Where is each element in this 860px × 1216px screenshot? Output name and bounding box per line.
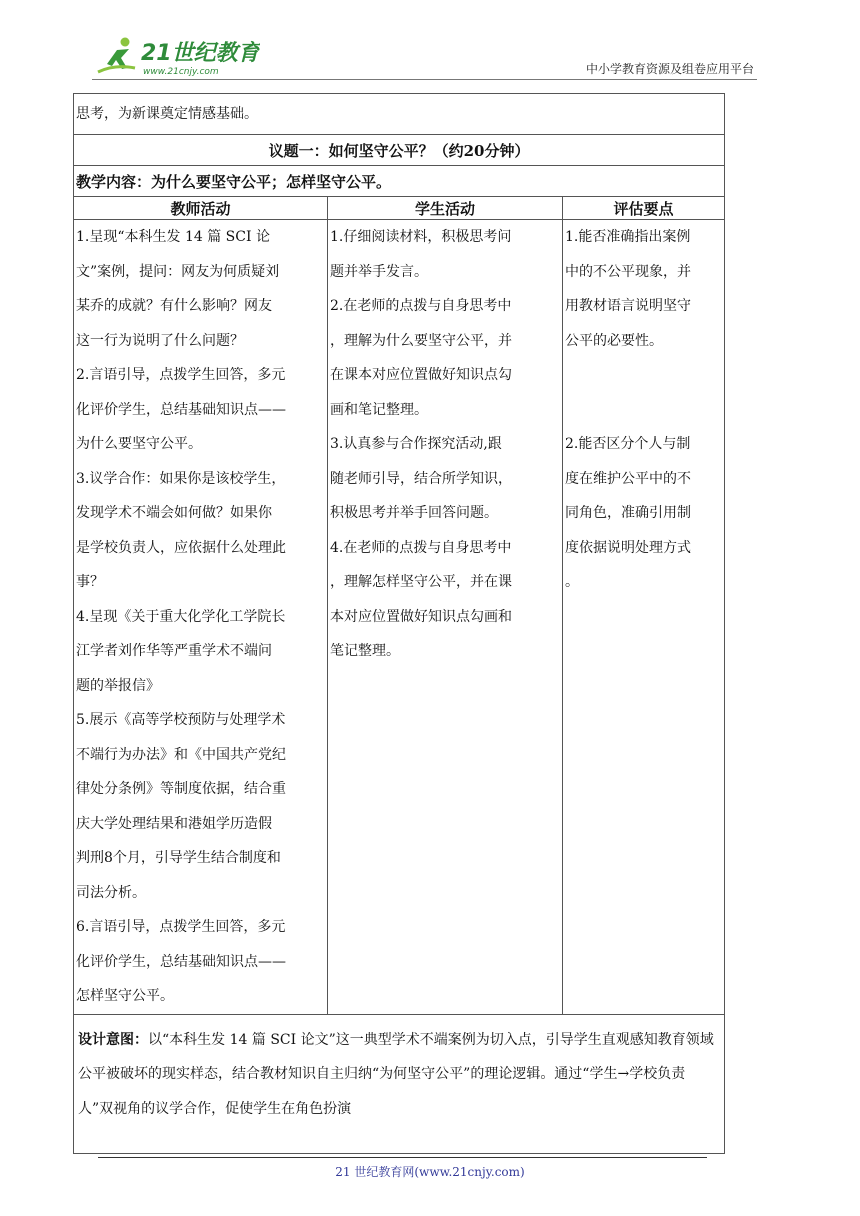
student-line: 4.在老师的点拨与自身思考中 (330, 539, 512, 556)
teacher-line: 江学者刘作华等严重学术不端问 (76, 643, 272, 659)
student-line: 2.在老师的点拨与自身思考中 (330, 298, 512, 314)
student-line: 积极思考并举手回答问题。 (330, 505, 498, 521)
teacher-line: 题的举报信》 (76, 677, 160, 694)
logo-text: 21世纪教育 (141, 41, 260, 66)
eval-line: 。 (565, 574, 579, 590)
column-header-teacher: 教师活动 (74, 197, 328, 220)
eval-line: 度在维护公平中的不 (565, 470, 691, 487)
teacher-line: 6.言语引导，点拨学生回答，多元 (76, 919, 286, 935)
teacher-line: 化评价学生，总结基础知识点—— (76, 953, 286, 970)
teacher-line: 4.呈现《关于重大化学化工学院长 (76, 608, 286, 625)
student-line: 1.仔细阅读材料，积极思考问 (330, 229, 512, 245)
topic-row (74, 135, 725, 166)
student-line: 画和笔记整理。 (330, 401, 428, 418)
teacher-line: 为什么要坚守公平。 (76, 436, 202, 452)
teacher-line: 律处分条例》等制度依据，结合重 (76, 781, 286, 797)
column-header-eval: 评估要点 (563, 197, 725, 220)
student-line: 在课本对应位置做好知识点勾 (330, 367, 512, 383)
site-logo (95, 34, 260, 78)
student-line: ，理解为什么要坚守公平，并 (330, 332, 512, 349)
intro-cell: 思考，为新课奠定情感基础。 (74, 94, 725, 135)
student-line: 题并举手发言。 (330, 263, 428, 280)
eval-line: 用教材语言说明坚守 (565, 298, 691, 314)
logo-url: www.21cnjy.com (143, 67, 219, 77)
teacher-line: 发现学术不端会如何做？如果你 (76, 505, 272, 521)
content-row (74, 166, 725, 197)
teacher-line: 某乔的成就？有什么影响？网友 (76, 298, 272, 314)
design-intent-cell (74, 1014, 725, 1153)
eval-line: 1.能否准确指出案例 (565, 229, 691, 245)
eval-line: 度依据说明处理方式 (565, 539, 691, 556)
header-platform-name: 中小学教育资源及组卷应用平台 (585, 62, 754, 76)
eval-points-cell (563, 220, 725, 1015)
intro-row (74, 94, 725, 135)
footer-site-link[interactable]: 21 世纪教育网(www.21cnjy.com) (335, 1165, 525, 1179)
design-intent-row (74, 1014, 725, 1153)
student-line: 3.认真参与合作探究活动,跟 (330, 436, 502, 452)
runner-icon (98, 38, 135, 73)
activity-row (74, 220, 725, 1015)
teacher-line: 这一行为说明了什么问题？ (76, 332, 244, 349)
topic-title: 议题一：如何坚守公平？（约20分钟） (74, 135, 725, 166)
student-line: 随老师引导，结合所学知识， (330, 470, 512, 487)
teacher-line: 是学校负责人，应依据什么处理此 (76, 539, 286, 556)
design-intent-label: 设计意图： (78, 1031, 148, 1048)
student-line: 笔记整理。 (330, 643, 400, 659)
teacher-line: 2.言语引导，点拨学生回答，多元 (76, 367, 286, 383)
teacher-line: 1.呈现“本科生发 14 篇 SCI 论 (76, 229, 270, 245)
teacher-activity-cell (74, 220, 328, 1015)
teacher-line: 3.议学合作：如果你是该校学生， (76, 470, 286, 487)
teacher-line: 化评价学生，总结基础知识点—— (76, 401, 286, 418)
header-divider (92, 79, 757, 80)
eval-line-spacer (565, 358, 722, 393)
teacher-line: 文”案例，提问：网友为何质疑刘 (76, 263, 280, 280)
footer-divider (98, 1157, 707, 1158)
teacher-line: 怎样坚守公平。 (76, 988, 174, 1004)
design-intent-paragraph (78, 1023, 720, 1127)
student-activity-cell (328, 220, 563, 1015)
teacher-line: 5.展示《高等学校预防与处理学术 (76, 712, 286, 728)
design-intent-text: 以“本科生发 14 篇 SCI 论文”这一典型学术不端案例为切入点，引导学生直观感知教育领域公平被破坏的现实样态，结合教材知识自主归纳“为何坚守公平”的理论逻辑。通过“学生→学校负责人”双视角的议学合作，促使学生在角色扮演 (78, 1031, 714, 1117)
eval-line: 同角色，准确引用制 (565, 505, 691, 521)
column-header-row (74, 197, 725, 220)
eval-line: 中的不公平现象，并 (565, 263, 691, 280)
column-header-student: 学生活动 (328, 197, 563, 220)
teacher-line: 庆大学处理结果和港姐学历造假 (76, 815, 272, 832)
eval-line: 公平的必要性。 (565, 332, 663, 349)
student-line: 本对应位置做好知识点勾画和 (330, 608, 512, 625)
eval-line: 2.能否区分个人与制 (565, 436, 691, 452)
eval-line-spacer (565, 393, 722, 428)
teaching-content: 教学内容：为什么要坚守公平；怎样坚守公平。 (74, 166, 725, 197)
teacher-line: 不端行为办法》和《中国共产党纪 (76, 746, 286, 763)
student-line: ，理解怎样坚守公平，并在课 (330, 574, 512, 590)
teacher-line: 事？ (76, 574, 104, 590)
teacher-line: 司法分析。 (76, 884, 146, 901)
lesson-table (73, 93, 725, 1154)
teacher-line: 判刑8个月，引导学生结合制度和 (76, 850, 281, 866)
